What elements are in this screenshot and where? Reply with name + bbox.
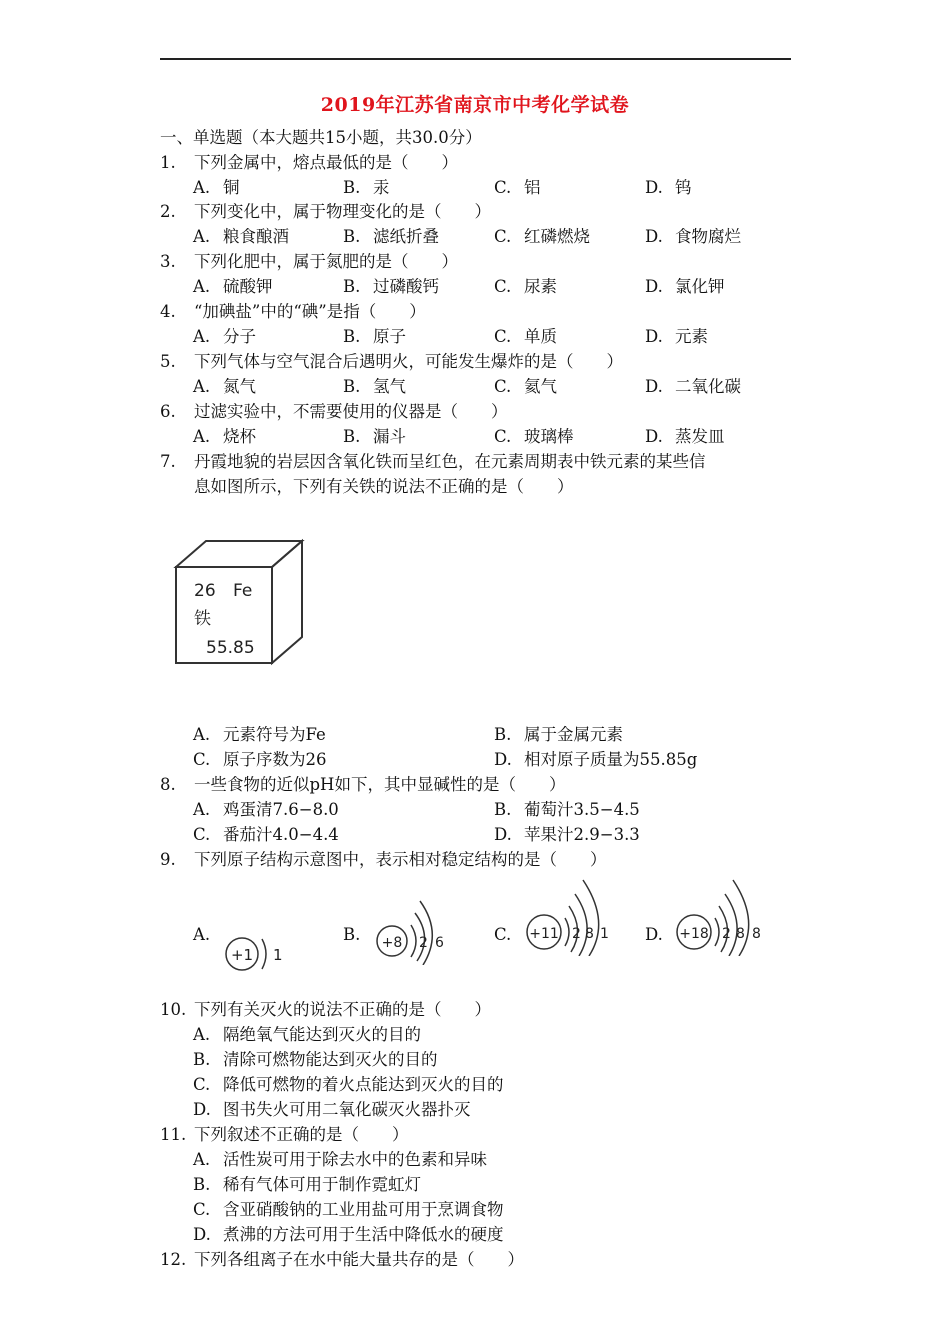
cube-side-face: [272, 541, 302, 663]
shell-electrons: 8: [736, 926, 745, 942]
option-b: B. 原子: [343, 327, 406, 346]
element-name: 铁: [194, 609, 211, 629]
element-symbol: Fe: [233, 581, 253, 601]
option-a: A. 隔绝氧气能达到灭火的目的: [193, 1025, 421, 1044]
shell-electrons: 1: [273, 946, 283, 964]
option-a-letter: A.: [193, 925, 211, 944]
question-number: 4.: [160, 302, 176, 321]
shell-electrons: 2: [572, 926, 581, 942]
option-d-letter: D.: [645, 925, 663, 944]
nucleus-charge: +1: [230, 946, 254, 964]
question-number: 12.: [160, 1250, 187, 1269]
option-d: D. 食物腐烂: [645, 227, 741, 246]
electron-shell: [262, 939, 266, 969]
nucleus-charge: +8: [381, 935, 403, 951]
option-b: B. 稀有气体可用于制作霓虹灯: [193, 1175, 421, 1194]
option-a: A. 铜: [193, 178, 240, 197]
shell-electrons: 2: [419, 935, 428, 951]
shell-electrons: 6: [435, 935, 444, 951]
option-d: D. 煮沸的方法可用于生活中降低水的硬度: [193, 1225, 504, 1244]
option-c: C. 番茄汁4.0−4.4: [193, 825, 339, 844]
atom-diagram-a: [222, 925, 292, 975]
option-b: B. 汞: [343, 178, 390, 197]
option-c: C. 单质: [494, 327, 557, 346]
electron-shell: [715, 918, 719, 946]
option-a: A. 元素符号为Fe: [193, 725, 326, 744]
question-text: 一些食物的近似pH如下，其中显碱性的是（ ）: [194, 775, 566, 794]
question-number: 1.: [160, 153, 176, 172]
electron-shell: [420, 901, 432, 965]
option-c: C. 原子序数为26: [193, 750, 327, 769]
question-text: 下列金属中，熔点最低的是（ ）: [194, 153, 458, 172]
option-b: B. 过磷酸钙: [343, 277, 439, 296]
option-c: C. 红磷燃烧: [494, 227, 590, 246]
question-text: 下列有关灭火的说法不正确的是（ ）: [194, 1000, 491, 1019]
shell-electrons: 8: [585, 926, 594, 942]
option-d: D. 蒸发皿: [645, 427, 725, 446]
shell-electrons: 1: [600, 926, 609, 942]
question-text: 下列变化中，属于物理变化的是（ ）: [194, 202, 491, 221]
header-rule: [160, 58, 791, 60]
option-a: A. 氮气: [193, 377, 256, 396]
cube-top-face: [176, 541, 302, 567]
option-a: A. 粮食酿酒: [193, 227, 289, 246]
question-text-continued: 息如图所示，下列有关铁的说法不正确的是（ ）: [194, 477, 574, 496]
option-a: A. 硫酸钾: [193, 277, 273, 296]
shell-electrons: 8: [752, 926, 761, 942]
question-text: “加碘盐”中的“碘”是指（ ）: [194, 302, 426, 321]
option-c: C. 氦气: [494, 377, 557, 396]
option-b-letter: B.: [343, 925, 361, 944]
question-number: 2.: [160, 202, 176, 221]
question-number: 11.: [160, 1125, 187, 1144]
electron-shell: [565, 918, 569, 946]
option-c: C. 降低可燃物的着火点能达到灭火的目的: [193, 1075, 504, 1094]
atomic-mass: 55.85: [206, 638, 255, 658]
question-number: 7.: [160, 452, 176, 471]
option-d: D. 元素: [645, 327, 708, 346]
option-d: D. 图书失火可用二氧化碳灭火器扑灭: [193, 1100, 471, 1119]
question-text: 丹霞地貌的岩层因含氧化铁而呈红色，在元素周期表中铁元素的某些信: [194, 452, 706, 471]
question-text: 下列叙述不正确的是（ ）: [194, 1125, 409, 1144]
question-text: 下列原子结构示意图中，表示相对稳定结构的是（ ）: [194, 850, 607, 869]
section-heading: 一、单选题（本大题共15小题，共30.0分）: [160, 128, 482, 147]
question-number: 6.: [160, 402, 176, 421]
option-c-letter: C.: [494, 925, 512, 944]
option-a: A. 鸡蛋清7.6−8.0: [193, 800, 339, 819]
atom-diagram-b: [375, 895, 455, 965]
option-b: B. 清除可燃物能达到灭火的目的: [193, 1050, 438, 1069]
nucleus-charge: +11: [529, 926, 559, 942]
question-number: 10.: [160, 1000, 187, 1019]
option-d: D. 氯化钾: [645, 277, 725, 296]
option-c: C. 含亚硝酸钠的工业用盐可用于烹调食物: [193, 1200, 504, 1219]
atomic-number: 26: [194, 581, 216, 601]
option-b: B. 葡萄汁3.5−4.5: [494, 800, 640, 819]
question-number: 3.: [160, 252, 176, 271]
option-b: B. 氢气: [343, 377, 406, 396]
option-b: B. 滤纸折叠: [343, 227, 439, 246]
shell-electrons: 2: [722, 926, 731, 942]
nucleus-charge: +18: [679, 926, 709, 942]
electron-shell: [411, 925, 416, 957]
iron-element-card: [170, 535, 310, 670]
atom-diagram-d: [675, 876, 770, 956]
option-c: C. 铝: [494, 178, 541, 197]
option-a: A. 活性炭可用于除去水中的色素和异味: [193, 1150, 487, 1169]
page-title: 2019年江苏省南京市中考化学试卷: [320, 94, 630, 116]
atom-diagram-c: [525, 876, 620, 956]
option-d: D. 苹果汁2.9−3.3: [494, 825, 640, 844]
question-text: 下列各组离子在水中能大量共存的是（ ）: [194, 1250, 524, 1269]
option-b: B. 漏斗: [343, 427, 406, 446]
option-d: D. 钨: [645, 178, 692, 197]
question-number: 5.: [160, 352, 176, 371]
question-text: 过滤实验中，不需要使用的仪器是（ ）: [194, 402, 508, 421]
option-c: C. 尿素: [494, 277, 557, 296]
option-d: D. 相对原子质量为55.85g: [494, 750, 698, 769]
option-c: C. 玻璃棒: [494, 427, 574, 446]
question-text: 下列气体与空气混合后遇明火，可能发生爆炸的是（ ）: [194, 352, 623, 371]
option-d: D. 二氧化碳: [645, 377, 741, 396]
option-b: B. 属于金属元素: [494, 725, 623, 744]
question-number: 9.: [160, 850, 176, 869]
question-text: 下列化肥中，属于氮肥的是（ ）: [194, 252, 458, 271]
option-a: A. 烧杯: [193, 427, 256, 446]
question-number: 8.: [160, 775, 176, 794]
option-a: A. 分子: [193, 327, 256, 346]
